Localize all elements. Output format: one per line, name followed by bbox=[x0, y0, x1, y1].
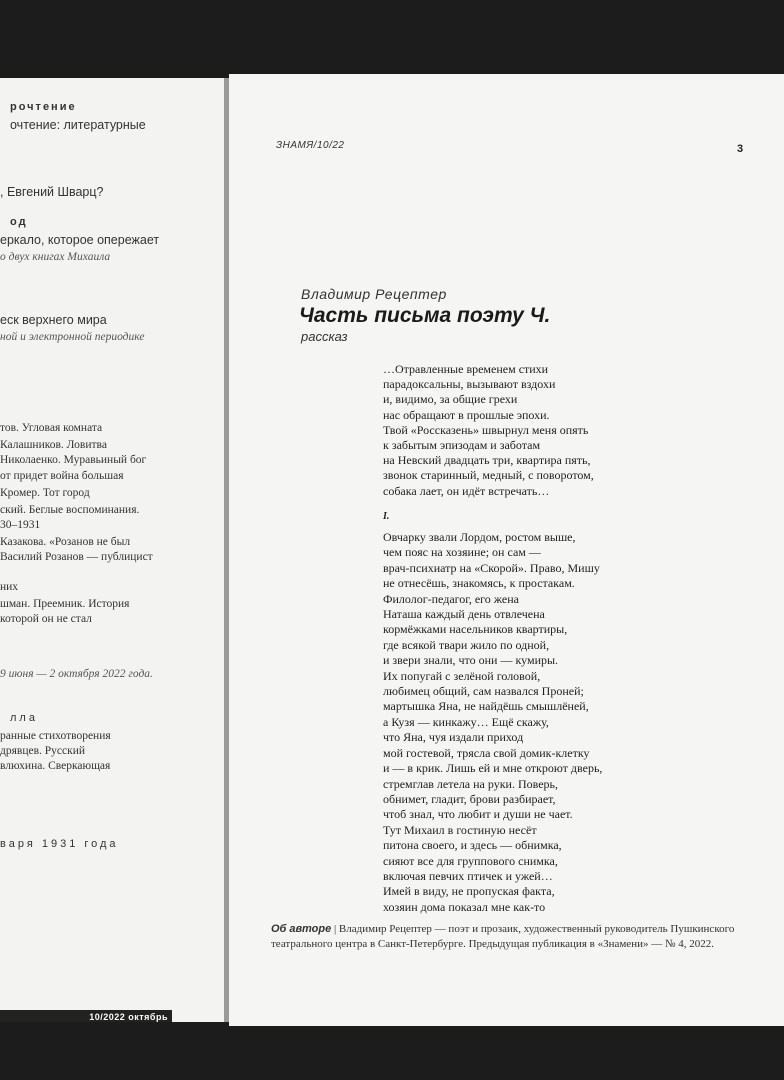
about-label: Об авторе bbox=[271, 923, 332, 935]
poem-line: обнимет, гладит, брови разбирает, bbox=[383, 791, 556, 806]
poem-line: Наташа каждый день отвлечена bbox=[383, 607, 545, 622]
toc-line: шман. Преемник. История bbox=[0, 598, 130, 610]
poem-line: мартышка Яна, не найдёшь смышлёней, bbox=[383, 699, 589, 714]
toc-line: еск верхнего мира bbox=[0, 313, 107, 327]
toc-line: Василий Розанов — публицист bbox=[0, 551, 153, 563]
toc-line: од bbox=[10, 216, 28, 228]
story-title: Часть письма поэту Ч. bbox=[299, 304, 551, 327]
toc-line: Кромер. Тот город bbox=[0, 487, 90, 499]
poem-line: и — в крик. Лишь ей и мне откроют дверь, bbox=[383, 761, 603, 776]
toc-line: рочтение bbox=[10, 101, 77, 113]
poem-line: чем пояс на хозяине; он сам — bbox=[383, 545, 541, 560]
section-number: I. bbox=[383, 511, 390, 522]
toc-line: дрявцев. Русский bbox=[0, 745, 86, 757]
poem-line: любимец общий, сам назвался Проней; bbox=[383, 684, 584, 699]
epigraph-line: и, видимо, за общие грехи bbox=[383, 392, 518, 407]
about-text: | Владимир Рецептер — поэт и прозаик, художественный руководитель Пушкинского театрального центра в Санкт-Петербурге. Предыдущая публикация в «Знамени» — № 4, 2022. bbox=[271, 923, 735, 950]
toc-line: ной и электронной периодике bbox=[0, 331, 145, 343]
epigraph-line: нас обращают в прошлые эпохи. bbox=[383, 407, 550, 422]
epigraph-line: Твой «Россказень» швырнул меня опять bbox=[383, 422, 589, 437]
toc-line: от придет война большая bbox=[0, 470, 124, 482]
poem-line: кормёжками насельников квартиры, bbox=[383, 622, 568, 637]
poem-line: включая певчих птичек и ужей… bbox=[383, 868, 553, 883]
poem-line: питона своего, и здесь — обнимка, bbox=[383, 838, 562, 853]
poem-line: а Кузя — кинкажу… Ещё скажу, bbox=[383, 714, 549, 729]
poem-line: Филолог-педагог, его жена bbox=[383, 591, 520, 606]
toc-line: которой он не стал bbox=[0, 613, 92, 625]
poem-line: Тут Михаил в гостиную несёт bbox=[383, 822, 537, 837]
epigraph-line: парадоксальны, вызывают вздохи bbox=[383, 377, 556, 392]
toc-line: тов. Угловая комната bbox=[0, 422, 103, 434]
about-author bbox=[271, 922, 741, 952]
toc-line: влюхина. Сверкающая bbox=[0, 760, 111, 772]
toc-line: лла bbox=[10, 712, 38, 724]
genre-label: рассказ bbox=[301, 329, 348, 344]
toc-line: о двух книгах Михаила bbox=[0, 251, 111, 263]
epigraph-line: собака лает, он идёт встречать… bbox=[383, 483, 550, 498]
poem-line: где всякой твари жило по одной, bbox=[383, 637, 550, 652]
toc-line: , Евгений Шварц? bbox=[0, 185, 104, 199]
toc-line: Казакова. «Розанов не был bbox=[0, 536, 131, 548]
poem-line: врач-психиатр на «Скорой». Право, Мишу bbox=[383, 560, 600, 575]
poem-line: мой гостевой, трясла свой домик-клетку bbox=[383, 745, 590, 760]
toc-line: еркало, которое опережает bbox=[0, 233, 160, 247]
issue-badge: 10/2022 октябрь bbox=[0, 1010, 172, 1022]
toc-line: очтение: литературные bbox=[10, 118, 146, 132]
poem-line: сияют все для группового снимка, bbox=[383, 853, 558, 868]
poem-line: Имей в виду, не пропуская факта, bbox=[383, 884, 555, 899]
poem-line: Их попугай с зелёной головой, bbox=[383, 668, 541, 683]
epigraph-line: на Невский двадцать три, квартира пять, bbox=[383, 453, 591, 468]
toc-line: Николаенко. Муравьиный бог bbox=[0, 454, 147, 466]
epigraph bbox=[383, 362, 594, 499]
toc-line: 9 июня — 2 октября 2022 года. bbox=[0, 668, 153, 680]
right-page bbox=[229, 74, 784, 1026]
toc-line: них bbox=[0, 581, 19, 593]
poem-line: не отнесёшь, знакомясь, к простакам. bbox=[383, 576, 575, 591]
poem-line: Овчарку звали Лордом, ростом выше, bbox=[383, 530, 576, 544]
epigraph-line: к забытым эпизодам и заботам bbox=[383, 438, 541, 453]
author-name: Владимир Рецептер bbox=[301, 286, 447, 302]
poem-line: хозяин дома показал мне как-то bbox=[383, 899, 546, 914]
poem-line: что Яна, чуя издали приход bbox=[383, 730, 524, 745]
page-number: 3 bbox=[737, 143, 744, 155]
poem-text bbox=[383, 530, 602, 915]
poem-line: и звери знали, что они — кумиры. bbox=[383, 653, 559, 668]
left-page bbox=[0, 78, 224, 1022]
poem-line: чтоб знал, что любит и души не чает. bbox=[383, 807, 573, 822]
running-head: ЗНАМЯ/10/22 bbox=[276, 140, 345, 151]
poem-line: стремглав летела на руки. Поверь, bbox=[383, 776, 559, 791]
epigraph-line: звонок старинный, медный, с поворотом, bbox=[383, 468, 594, 483]
toc-line: 30–1931 bbox=[0, 519, 41, 531]
toc-line: Калашников. Ловитва bbox=[0, 439, 107, 451]
toc-line: ранные стихотворения bbox=[0, 730, 111, 742]
toc-line: ский. Беглые воспоминания. bbox=[0, 504, 140, 516]
epigraph-line: …Отравленные временем стихи bbox=[383, 362, 549, 376]
toc-line: варя 1931 года bbox=[0, 838, 119, 850]
